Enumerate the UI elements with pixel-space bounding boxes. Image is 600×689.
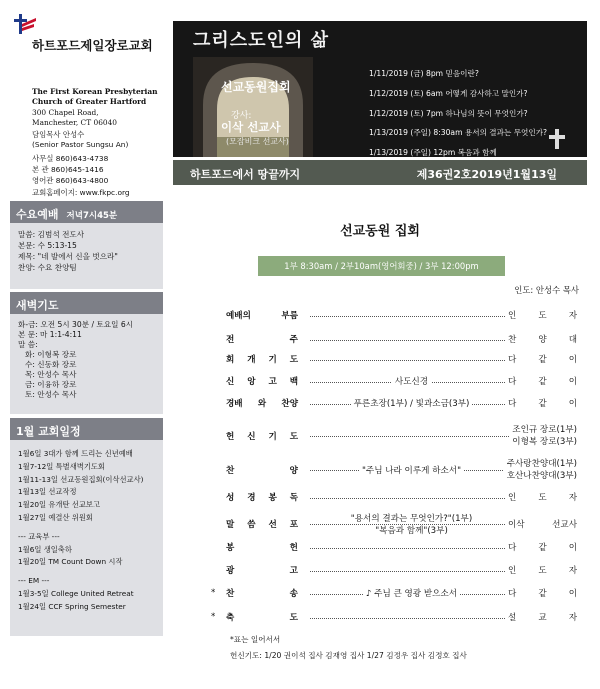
schedule-item: 1월24일 CCF Spring Semester <box>18 601 126 611</box>
january-details <box>10 440 163 620</box>
header-strip <box>173 160 587 185</box>
service-item-performer <box>505 587 577 599</box>
service-item-performer <box>505 518 577 530</box>
schedule-item: 1월7-12일 특별새벽기도회 <box>18 461 105 471</box>
church-info <box>10 14 160 197</box>
service-item-performer <box>505 564 577 576</box>
performer-line: 이형복 장로(3부) <box>512 437 577 447</box>
dot-leader <box>310 316 513 317</box>
service-item-label: 경배 와 찬양 <box>226 399 298 409</box>
performer-line: 이삭 선교사 <box>508 520 577 530</box>
footnote: *표는 일어서서 <box>230 635 281 644</box>
banner-speaker-label: 강사: <box>231 111 252 121</box>
performer-line: 다 같 이 <box>508 589 577 599</box>
service-item-content: ♪ 주님 큰 영광 받으소서 <box>363 589 460 599</box>
service-item-label: 말 씀 선 포 <box>226 520 298 530</box>
schedule-item: 1월11-13일 선교동원집회(이삭선교사) <box>18 474 144 484</box>
performer-line: 다 같 이 <box>508 399 577 409</box>
dawn-details <box>10 314 163 406</box>
order-of-service <box>173 188 587 689</box>
performer-line: 인 도 자 <box>508 493 577 503</box>
service-item-performer <box>505 541 577 553</box>
pastor-english: (Senior Pastor Sungsu An) <box>32 140 129 149</box>
education-heading: --- 교육부 --- <box>18 531 60 541</box>
issue-date: 제36권2호2019년1월13일 <box>416 168 557 181</box>
service-row <box>173 540 587 554</box>
dot-leader <box>310 571 513 572</box>
dot-leader <box>310 548 513 549</box>
wednesday-line: 제목: "네 발에서 신을 벗으라" <box>18 252 118 261</box>
service-row <box>173 332 587 346</box>
service-row <box>173 586 587 600</box>
wednesday-line: 말씀: 김범석 전도사 <box>18 230 85 239</box>
service-item-middle <box>310 587 513 599</box>
address-line: Manchester, CT 06040 <box>32 117 118 127</box>
page-title: 선교동원 집회 <box>340 224 420 239</box>
cross-icon <box>545 127 569 151</box>
stand-marker: * <box>211 588 216 598</box>
service-item-label: 헌 신 기 도 <box>226 432 298 442</box>
address-line: 300 Chapel Road, <box>32 108 99 117</box>
service-item-middle <box>310 375 513 387</box>
pastor-korean: 담임목사 안성수 <box>32 130 85 139</box>
banner-title: 그리스도인의 삶 <box>193 30 329 51</box>
january-header: 1월 교회일정 <box>10 418 163 440</box>
phone-english-hall: 영어관 860)643-4800 <box>32 176 109 186</box>
service-item-performer <box>505 309 577 321</box>
dawn-speaker: 토: 안성수 목사 <box>25 390 77 399</box>
service-row <box>173 424 587 448</box>
schedule-item: 1월20일 유개탄 선교보고 <box>18 500 101 510</box>
service-times: 1부 8:30am / 2부10am(영어회중) / 3부 12:00pm <box>258 256 505 276</box>
service-row <box>173 352 587 366</box>
service-row <box>173 490 587 504</box>
wednesday-line: 찬양: 수요 찬양팀 <box>18 263 77 272</box>
service-item-label: 축 도 <box>226 613 298 623</box>
church-name-english: The First Korean Presbyterian Church of Greater Hartford <box>32 87 158 106</box>
motto: 하트포드에서 땅끝까지 <box>190 168 301 181</box>
schedule-item: 1월20일 TM Count Down 시작 <box>18 557 123 567</box>
service-row <box>173 308 587 322</box>
service-item-middle <box>310 512 513 524</box>
service-item-label: 회 개 기 도 <box>226 355 298 365</box>
stand-marker: * <box>211 612 216 622</box>
banner-schedule-item: 1/13/2019 (주일) 8:30am 용서의 결과는 무엇인가? <box>369 128 548 138</box>
dot-leader <box>310 498 513 499</box>
dawn-speaker: 금: 이융하 장로 <box>25 380 77 389</box>
service-item-label: 찬 송 <box>226 589 298 599</box>
church-address <box>32 108 117 127</box>
em-heading: --- EM --- <box>18 576 50 586</box>
service-item-content: "용서의 결과는 무엇인가?"(1부) <box>348 514 475 524</box>
dawn-speaker: 수: 신동화 장로 <box>25 360 77 369</box>
wednesday-time: 저녁7시45분 <box>66 211 118 221</box>
dedication-prayer: 헌신기도: 1/20 권이석 집사 김재영 집사 1/27 김정우 집사 김정호 집사 <box>230 651 467 660</box>
performer-line: 다 같 이 <box>508 543 577 553</box>
service-item-performer <box>505 611 577 623</box>
schedule-item: 1월3-5일 College United Retreat <box>18 588 134 598</box>
website: 교회홈페이지: www.fkpc.org <box>32 187 130 197</box>
service-row <box>173 512 587 536</box>
dawn-prayer-box <box>10 292 163 414</box>
service-item-label: 찬 양 <box>226 466 298 476</box>
event-banner <box>173 21 587 157</box>
service-item-label: 예배의 부름 <box>226 311 298 321</box>
service-item-performer <box>505 353 577 365</box>
dot-leader <box>310 360 513 361</box>
worship-leader: 인도: 안성수 목사 <box>514 285 579 295</box>
schedule-item: 1월13일 선교작정 <box>18 487 77 497</box>
church-name-korean: 하트포드제일장로교회 <box>32 38 153 53</box>
dot-leader <box>310 618 513 619</box>
service-item-label: 봉 헌 <box>226 543 298 553</box>
senior-pastor <box>32 130 128 150</box>
banner-speaker-name: 이삭 선교사 <box>221 120 281 134</box>
banner-schedule-item: 1/12/2019 (토) 7pm 하나님의 뜻이 무엇인가? <box>369 108 528 118</box>
service-item-middle <box>310 524 513 536</box>
performer-line: 주사랑찬양대(1부) <box>506 459 577 469</box>
banner-schedule <box>369 64 547 157</box>
dot-leader <box>310 340 513 341</box>
banner-schedule-item: 1/11/2019 (금) 8pm 믿음이란? <box>369 69 479 78</box>
wednesday-service-box <box>10 201 163 289</box>
performer-line: 찬 양 대 <box>508 335 577 345</box>
contact-list <box>32 153 130 198</box>
service-item-middle <box>310 397 513 409</box>
performer-line: 인 도 자 <box>508 311 577 321</box>
dawn-speaker: 목: 안성수 목사 <box>25 370 77 379</box>
service-item-performer <box>504 458 577 482</box>
service-row <box>173 610 587 624</box>
wednesday-line: 본문: 수 5:13-15 <box>18 241 77 250</box>
dawn-line: 말 씀: <box>18 340 38 349</box>
performer-line: 설 교 자 <box>508 613 577 623</box>
dawn-line: 화-금: 오전 5시 30분 / 토요일 6시 <box>18 320 134 329</box>
performer-line: 다 같 이 <box>508 355 577 365</box>
service-item-content: "복음과 함께"(3부) <box>372 526 451 536</box>
left-sidebar <box>0 0 167 689</box>
service-item-content: 푸른초장(1부) / 빛과소금(3부) <box>351 399 473 409</box>
schedule-item: 1월27일 예결산 위원회 <box>18 512 93 522</box>
service-row <box>173 458 587 482</box>
january-schedule-box <box>10 418 163 636</box>
banner-subtitle: 선교동원집회 <box>221 80 291 94</box>
dawn-header: 새벽기도 <box>10 292 163 314</box>
wednesday-header <box>10 201 163 223</box>
service-item-middle <box>310 464 513 476</box>
schedule-item: 1월6일 3대가 함께 드리는 신년예배 <box>18 449 133 458</box>
service-item-label: 광 고 <box>226 566 298 576</box>
service-item-label: 신 앙 고 백 <box>226 377 298 387</box>
wednesday-title: 수요예배 <box>16 208 59 221</box>
dawn-line: 본 문: 마 1:1-4:11 <box>18 330 82 339</box>
service-item-label: 성 경 봉 독 <box>226 493 298 503</box>
schedule-item: 1월6일 생일축하 <box>18 544 72 554</box>
service-row <box>173 563 587 577</box>
performer-line: 조인규 장로(1부) <box>512 425 577 435</box>
service-item-performer <box>505 333 577 345</box>
service-item-performer <box>509 424 577 448</box>
performer-line: 인 도 자 <box>508 566 577 576</box>
service-item-content: 사도신경 <box>392 377 431 387</box>
performer-line: 다 같 이 <box>508 377 577 387</box>
service-row <box>173 396 587 410</box>
banner-schedule-item: 1/13/2019 (주일) 12pm 복음과 함께 <box>369 148 497 157</box>
service-item-content: "주님 나라 이루게 하소서" <box>359 466 464 476</box>
dawn-speaker: 화: 이형복 장로 <box>25 350 77 359</box>
wednesday-details <box>10 223 163 279</box>
service-item-performer <box>505 491 577 503</box>
banner-schedule-item: 1/12/2019 (토) 6am 어떻게 감사하고 말인가? <box>369 88 528 98</box>
service-item-label: 전 주 <box>226 335 298 345</box>
service-row <box>173 374 587 388</box>
phone-main: 본 관 860)645-1416 <box>32 165 104 175</box>
service-item-performer <box>505 397 577 409</box>
dot-leader <box>310 436 513 437</box>
service-item-performer <box>505 375 577 387</box>
phone-office: 사무실 860)643-4738 <box>32 154 109 163</box>
performer-line: 호산나찬양대(3부) <box>506 471 577 481</box>
banner-speaker-note: (모잠비크 선교사) <box>226 137 289 146</box>
